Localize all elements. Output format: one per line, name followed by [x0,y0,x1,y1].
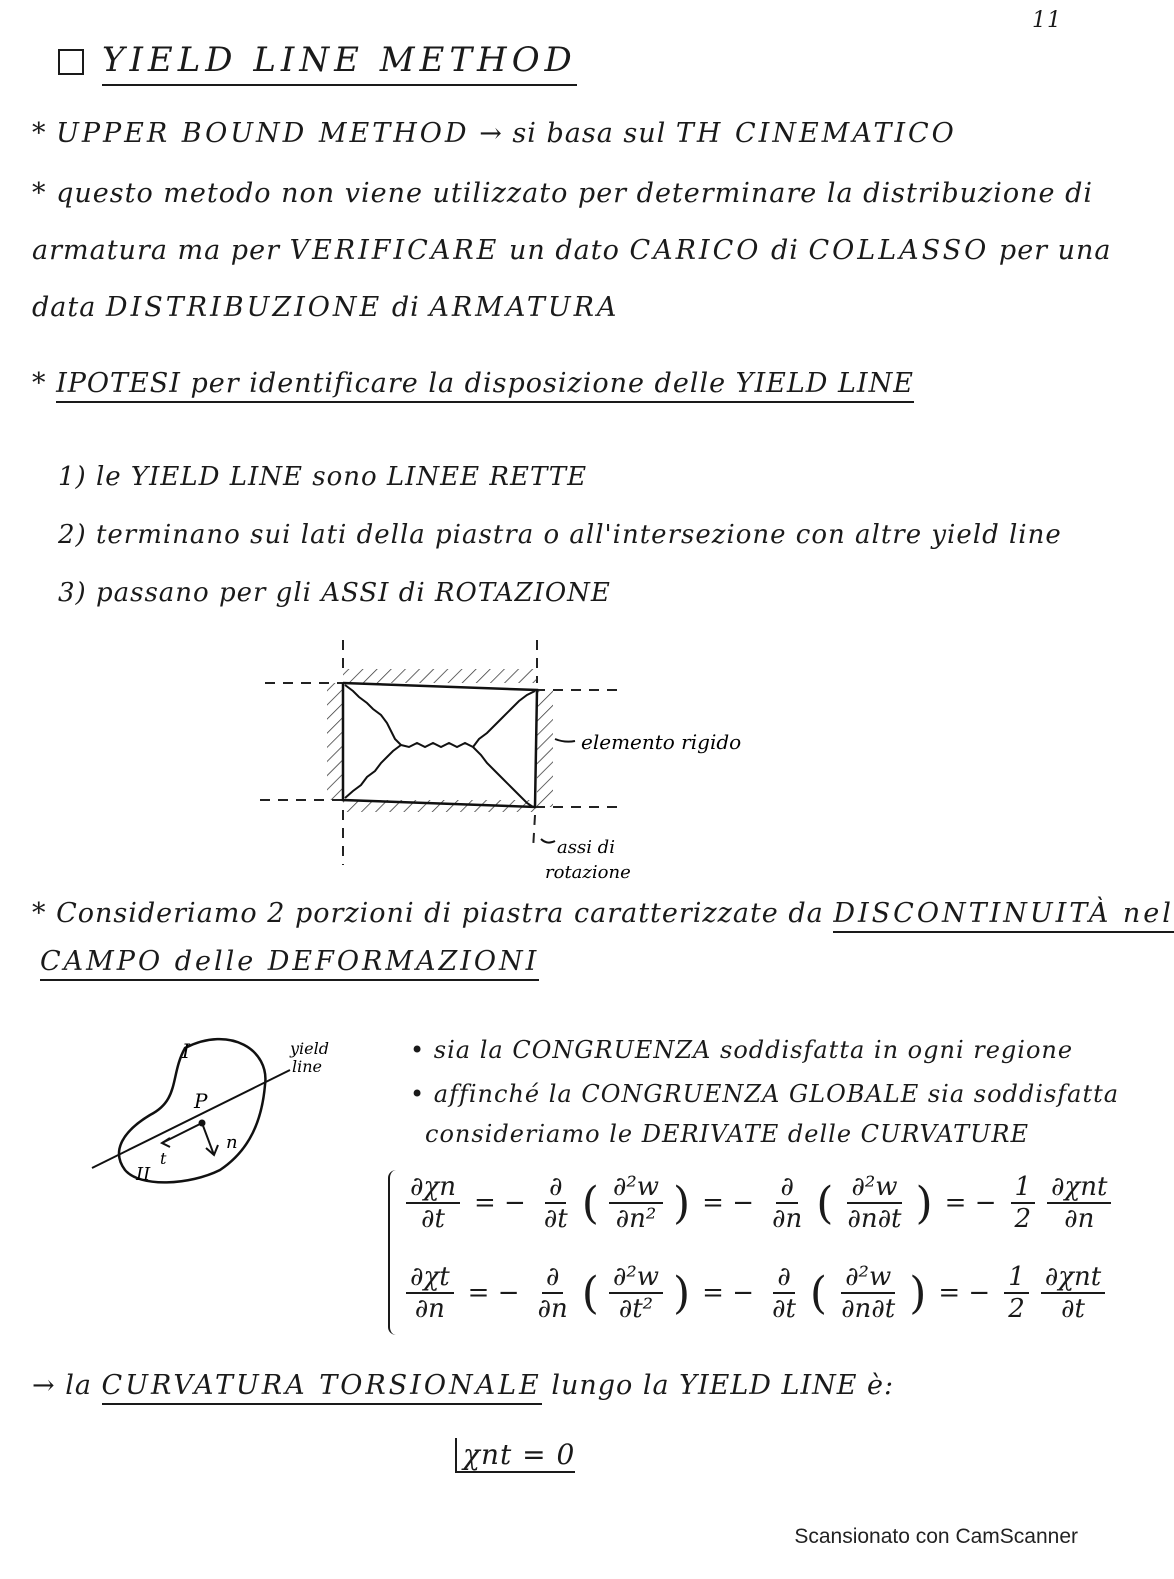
hypothesis-item: 1) le YIELD LINE sono LINEE RETTE [58,462,588,492]
hypothesis-item: 3) passano per gli ASSI di ROTAZIONE [58,578,611,608]
arrow-right-icon: → [479,118,503,149]
yield-line-label-1: yield [290,1039,329,1058]
equation-1: $\frac{\partial\chi n}{\partial t}$ = − $\frac{\partial}{\partial t}$ ( $\frac{\text{∂²w}}{\text{∂n²}}$ ) = − $\frac{\partial}{\partial n}$ ( $\frac{\text{∂²w}}{\partial n\partial t}$ ) = − $\frac{1}{2}$ $\frac{\text{∂χnt}}{\partial n}$ [400,1172,1117,1234]
normal-n-label: n [226,1132,238,1153]
method-paragraph: * questo metodo non viene utilizzato per determinare la distribuzione di armatura ma per VERIFICARE un dato CARICO di COLLASSO per una data DISTRIBUZIONE di ARMATURA [32,178,1112,323]
page-number: 11 [1032,8,1062,33]
equation-2: $\frac{\partial\chi t}{\partial n}$ = − $\frac{\partial}{\partial n}$ ( $\frac{\text{∂²w}}{\text{∂t²}}$ ) = − $\frac{\partial}{\partial t}$ ( $\frac{\text{∂²w}}{\partial n\partial t}$ ) = − $\frac{1}{2}$ $\frac{\text{∂χnt}}{\partial t}$ [400,1262,1111,1324]
plate-portion-diagram [90,1030,350,1200]
yield-lines [345,685,535,807]
label-rigid-element: elemento rigido [581,730,742,754]
yield-line-label-2: line [292,1057,323,1076]
hypothesis-item: 2) terminano sui lati della piastra o all'intersezione con altre yield line [58,520,1062,550]
label-axes-2: rotazione [545,862,631,883]
label-axes-1: assi di [557,837,615,858]
consider-line-2: CAMPO delle DEFORMAZIONI [40,946,539,977]
bullet-upper-bound: * UPPER BOUND METHOD → si basa sul TH CINEMATICO [32,118,957,149]
checkbox-square [58,49,84,75]
scanner-footer: Scansionato con CamScanner [794,1525,1078,1548]
conclusion-line: → la CURVATURA TORSIONALE lungo la YIELD LINE è: [32,1370,894,1401]
region-I-label: I [182,1039,190,1063]
tangent-t-label: t [160,1149,167,1168]
region-II-label: II [136,1164,151,1185]
arrow-right-icon: → [32,1370,56,1401]
yield-line-slab-diagram [255,635,742,885]
congruence-bullet-2: • affinché la CONGRUENZA GLOBALE sia soddisfatta [410,1080,1120,1108]
congruence-bullet-3: consideriamo le DERIVATE delle CURVATURE [425,1120,1029,1148]
hypotheses-heading: * IPOTESI per identificare la disposizione delle YIELD LINE [32,368,914,399]
point-P-label: P [194,1089,208,1113]
consider-line: * Consideriamo 2 porzioni di piastra caratterizzate da DISCONTINUITÀ nel [32,898,1174,929]
page-title: YIELD LINE METHOD [58,40,577,80]
result-formula: χnt = 0 [455,1438,575,1473]
congruence-bullet-1: • sia la CONGRUENZA soddisfatta in ogni regione [410,1036,1074,1064]
slab-outline [343,683,537,807]
